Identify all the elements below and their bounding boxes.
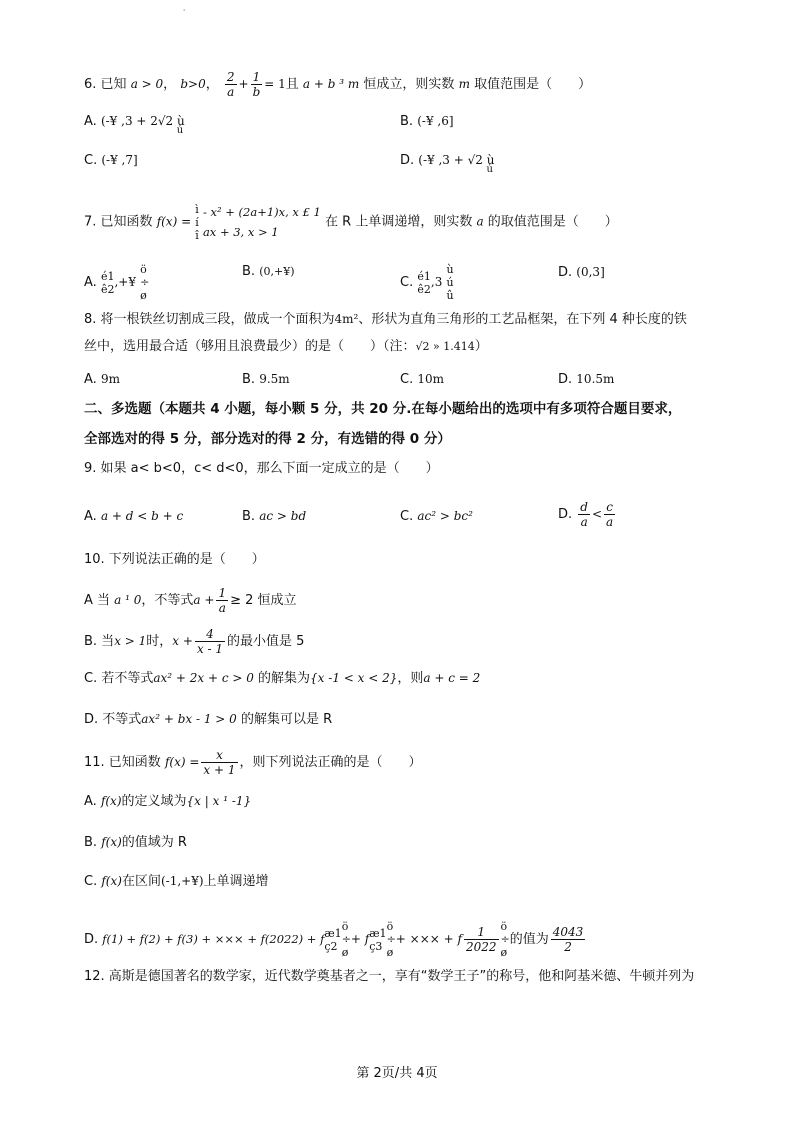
q8-option-c: C. 10m xyxy=(400,372,445,387)
q10-option-b: B. 当x > 1时，x + $\frac{4}{x - 1}$ 的最小值是 5 xyxy=(84,627,305,656)
q8-option-b: B. 9.5m xyxy=(242,372,290,387)
q10-option-c: C. 若不等式ax² + 2x + c > 0 的解集为{x -1 < x < 2}，则a + c = 2 xyxy=(84,671,481,686)
q7-option-c: C. é1 ê2 ,3 ù ú û xyxy=(400,263,454,302)
q11-option-a: A. f(x)的定义域为{x | x ¹ -1} xyxy=(84,794,252,809)
q7-option-a: A. é1 ê2 ,+¥ ö ÷ ø xyxy=(84,263,150,302)
q12-stem: 12. 高斯是德国著名的数学家，近代数学奠基者之一，享有“数学王子”的称号，他和阿基米德、牛顿并列为 xyxy=(84,969,695,984)
section2-heading-line2: 全部选对的得 5 分，部分选对的得 2 分，有选错的得 0 分） xyxy=(84,431,451,447)
q9-stem: 9. 如果 a< b<0，c< d<0，那么下面一定成立的是（ ） xyxy=(84,461,439,476)
q6-frac-2: $\frac{1}{b}$ xyxy=(252,70,261,99)
q7-stem: 7. 已知函数 f(x) = ì í î - x² + (2a+1)x, x £ 1 ax + 3, x > 1 在 R 上单调递增，则实数 a 的取值范围是（ ） xyxy=(84,202,618,242)
q10-stem: 10. 下列说法正确的是（ ） xyxy=(84,552,265,567)
section2-heading-line1: 二、多选题（本题共 4 小题，每小颗 5 分，共 20 分.在每小题给出的选项中有多项符合题目要求， xyxy=(84,401,682,417)
q10-option-d: D. 不等式ax² + bx - 1 > 0 的解集可以是 R xyxy=(84,712,333,727)
q7-cases: - x² + (2a+1)x, x £ 1 ax + 3, x > 1 xyxy=(202,205,321,239)
q11-stem: 11. 已知函数 f(x) = $\frac{x}{x + 1}$ ，则下列说法正确的是（ ） xyxy=(84,748,422,777)
q6-option-b: B. (-¥ ,6] xyxy=(400,114,454,129)
page-footer: 第 2页/共 4页 xyxy=(356,1066,438,1081)
q11-option-c: C. f(x)在区间(-1,+¥)上单调递增 xyxy=(84,874,269,889)
q6-frac-1: $\frac{2}{a}$ xyxy=(226,70,235,99)
q9-option-a: A. a + d < b + c xyxy=(84,509,184,524)
q9-option-d: D. $\frac{d}{a}$ < $\frac{c}{a}$ xyxy=(558,500,614,529)
q6-stem: 6. 已知 a > 0， b>0， $\frac{2}{a}$ + $\frac{1}{b}$ = 1且 a + b ³ m 恒成立，则实数 m 取值范围是（ ） xyxy=(84,70,592,99)
q9-option-c: C. ac² > bc² xyxy=(400,509,473,524)
q6-option-d: D. (-¥ ,3 + √2 $ù_ú$ xyxy=(400,153,495,175)
q6-option-c: C. (-¥ ,7] xyxy=(84,153,138,168)
q7-brace: ì í î xyxy=(195,202,199,242)
page-marker: ' xyxy=(183,8,186,17)
q6-option-a: A. (-¥ ,3 + 2√2 $ù_ú$ xyxy=(84,114,185,136)
q8-stem-line2: 丝中，选用最合适（够用且浪费最少）的是（ ）（注：√2 » 1.414） xyxy=(84,339,488,354)
q8-stem-line1: 8. 将一根铁丝切割成三段，做成一个面积为4m²、形状为直角三角形的工艺品框架，在下列 4 种长度的铁 xyxy=(84,312,687,327)
q11-option-b: B. f(x)的值域为 R xyxy=(84,835,187,850)
q11-option-d: D. f(1) + f(2) + f(3) + ××× + f(2022) + f æ1 ç2 ö ÷ ø + f æ1 ç3 ö ÷ ø + ××× + f $\frac{1}{2022}$ ö ÷ ø 的值为 $\frac{4043}{2}$ xyxy=(84,920,584,959)
q7-option-d: D. (0,3] xyxy=(558,265,605,280)
q7-option-b: B. (0,+¥) xyxy=(242,264,295,279)
q10-option-a: A 当 a ¹ 0，不等式a + $\frac{1}{a}$ ≥ 2 恒成立 xyxy=(84,586,297,615)
q8-option-a: A. 9m xyxy=(84,372,120,387)
q8-option-d: D. 10.5m xyxy=(558,372,615,387)
q9-option-b: B. ac > bd xyxy=(242,509,307,524)
